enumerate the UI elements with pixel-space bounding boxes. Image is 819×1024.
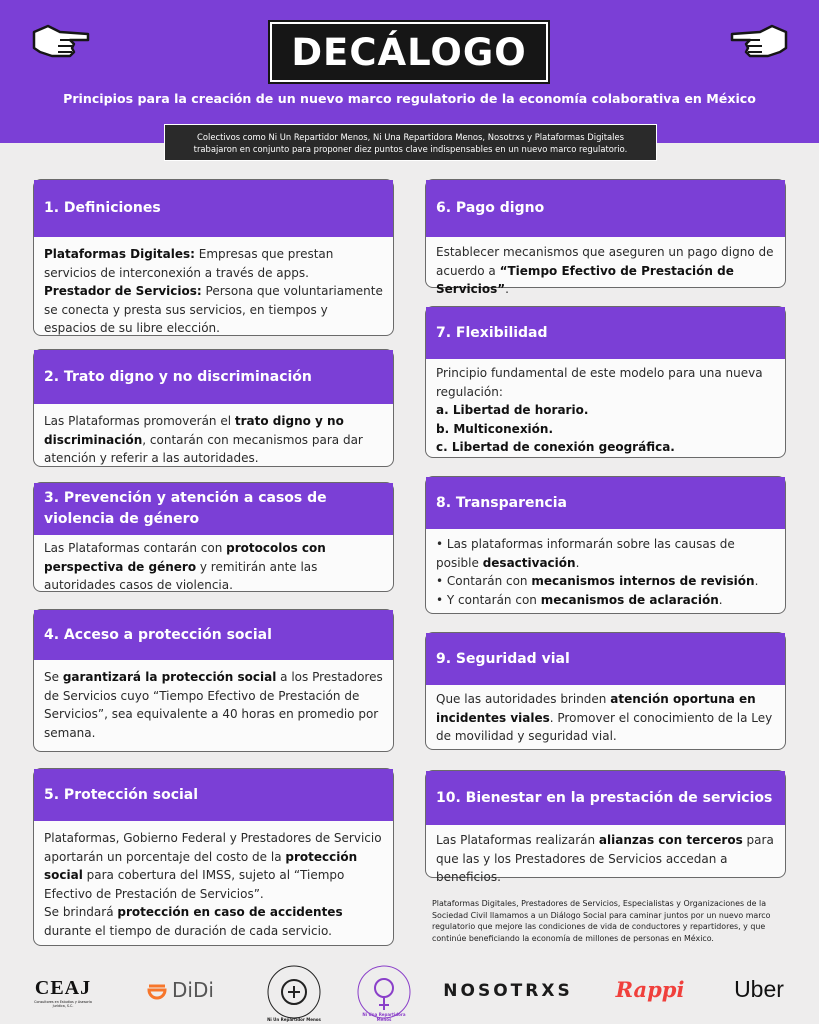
card-body: [426, 237, 785, 307]
emphasis: protección social: [44, 849, 358, 882]
card-trato-digno: [33, 349, 394, 467]
logo-text: Rappi: [615, 976, 685, 1002]
emphasis: garantizará la protección social: [62, 670, 277, 684]
text: Plataformas, Gobierno Federal y Prestadores de Servicio aportarán un porcentaje del costo de la: [44, 831, 382, 864]
pointing-hand-icon: [728, 22, 790, 62]
card-body: [34, 821, 393, 948]
page-title: DECÁLOGO: [291, 30, 527, 74]
emphasis: trato digno y no discriminación: [44, 414, 344, 447]
emphasis: desactivación: [482, 555, 576, 570]
card-body: [426, 685, 785, 754]
text: Se brindará: [44, 905, 118, 919]
text: Que las autoridades brinden: [436, 692, 611, 706]
card-pago-digno: [425, 179, 786, 296]
logo-subtext: Consultores en Estudios y Asesoría Jurídica, S.C.: [34, 999, 92, 1008]
emphasis: atención oportuna en incidentes viales: [436, 692, 756, 725]
text: Empresas que prestan servicios de interconexión a través de apps.: [44, 247, 334, 280]
nosotrxs-logo: [436, 978, 580, 1004]
text: . Promover el conocimiento de la Ley de movilidad y seguridad vial.: [436, 710, 773, 743]
text: y remitirán ante las autoridades casos de violencia.: [44, 559, 318, 592]
uber-logo: [726, 974, 792, 1004]
didi-logo: [140, 976, 220, 1004]
text: Persona que voluntariamente se conecta y presta sus servicios, en tiempos y espacios de su libre elección.: [44, 284, 383, 335]
text: • Y contarán con: [436, 592, 541, 607]
card-title: 1. Definiciones: [34, 180, 393, 237]
card-prevencion-violencia: [33, 482, 394, 592]
card-title: 10. Bienestar en la prestación de servicios: [426, 771, 785, 825]
rappi-logo: [616, 972, 684, 1006]
list-item: a. Libertad de horario.: [436, 403, 589, 417]
emphasis: mecanismos internos de revisión: [531, 574, 755, 588]
emphasis: alianzas con terceros: [598, 833, 743, 847]
emphasis: mecanismos de aclaración: [540, 592, 719, 607]
text: a los Prestadores de Servicios cuyo “Tiempo Efectivo de Prestación de Servicios”, sea equivalente a 40 horas en promedio por semana.: [44, 670, 383, 740]
text: • Las plataformas informarán sobre las causas de posible: [436, 537, 735, 570]
page-subtitle: Principios para la creación de un nuevo marco regulatorio de la economía colaborativa en México: [63, 91, 756, 106]
emphasis: protección en caso de accidentes: [117, 905, 343, 919]
text: • Contarán con: [436, 574, 532, 588]
card-title: 8. Transparencia: [426, 477, 785, 529]
intro-line: trabajaron en conjunto para proponer diez puntos clave indispensables en un nuevo marco regulatorio.: [193, 143, 628, 154]
text: Las Plataformas promoverán el: [44, 414, 235, 428]
card-title: 6. Pago digno: [426, 180, 785, 237]
logo-text: DiDi: [172, 978, 214, 1002]
card-body: [426, 825, 785, 895]
text: .: [718, 592, 723, 607]
card-body: [426, 359, 785, 465]
card-definiciones: [33, 179, 394, 336]
list-item: c. Libertad de conexión geográfica.: [436, 440, 675, 454]
card-acceso-proteccion: [33, 609, 394, 752]
text: Las Plataformas realizarán: [436, 833, 599, 847]
list-item: b. Multiconexión.: [436, 421, 554, 436]
logo-text: NOSOTRXS: [443, 981, 573, 1001]
page-title-box: [270, 22, 548, 82]
text: Principio fundamental de este modelo para una nueva regulación:: [436, 366, 763, 399]
card-body: [34, 660, 393, 750]
title-line: violencia de género: [44, 511, 200, 527]
footer-note: Plataformas Digitales, Prestadores de Servicios, Especialistas y Organizaciones de la Sociedad Civil llamamos a un Diálogo Social para caminar juntos por un nuevo marco regulatorio que mejore las condiciones de vida de conductores y repartidores, y que continúe beneficiando la economía de millones de personas en México.: [432, 899, 771, 944]
text: Las Plataformas contarán con: [44, 541, 227, 555]
ni-un-repartidor-logo: [266, 964, 322, 1020]
intro-line: Colectivos como Ni Un Repartidor Menos, Ni Una Repartidora Menos, Nosotrxs y Plataformas Digitales: [197, 131, 624, 142]
text: para cobertura del IMSS, sujeto al “Tiempo Efectivo de Prestación de Servicios”.: [44, 868, 345, 901]
card-title: 9. Seguridad vial: [426, 633, 785, 685]
logo-text: Ni Un Repartidor Menos: [267, 1017, 321, 1022]
card-transparencia: [425, 476, 786, 614]
pointing-hand-icon: [30, 22, 92, 62]
logo-text: Ni Una Repartidora Menos: [362, 1012, 406, 1022]
card-title: 7. Flexibilidad: [426, 307, 785, 359]
text: .: [505, 282, 509, 296]
term: Plataformas Digitales:: [44, 247, 195, 261]
card-body: [34, 237, 393, 346]
term: Prestador de Servicios:: [44, 284, 202, 298]
card-title: [34, 483, 393, 535]
emphasis: “Tiempo Efectivo de Prestación de Servicios”: [436, 263, 734, 296]
didi-icon: [146, 979, 168, 1001]
card-title: 5. Protección social: [34, 769, 393, 821]
logo-text: Uber: [734, 975, 784, 1002]
intro-box: [164, 124, 657, 161]
text: .: [575, 555, 580, 570]
card-body: [34, 535, 393, 603]
card-bienestar: [425, 770, 786, 884]
emphasis: protocolos con perspectiva de género: [44, 541, 326, 574]
text: durante el tiempo de duración de cada servicio.: [44, 923, 332, 938]
text: para que las y los Prestadores de Servicios accedan a beneficios.: [436, 833, 774, 884]
ni-un-repartidor-seal-icon: [266, 964, 322, 1020]
card-flexibilidad: [425, 306, 786, 458]
text: Se: [44, 670, 63, 684]
card-proteccion-social: [33, 768, 394, 946]
text: .: [754, 574, 759, 588]
text: Establecer mecanismos que aseguren un pago digno de acuerdo a: [436, 245, 774, 278]
text: , contarán con mecanismos para dar atención y referir a las autoridades.: [44, 432, 363, 465]
ceaj-logo: [30, 972, 96, 1012]
ni-una-repartidora-logo: [356, 964, 412, 1020]
card-body: [426, 529, 785, 617]
card-title: 4. Acceso a protección social: [34, 610, 393, 660]
logo-text: CEAJ: [34, 976, 92, 999]
card-body: [34, 404, 393, 476]
card-seguridad-vial: [425, 632, 786, 750]
title-line: 3. Prevención y atención a casos de: [44, 490, 327, 506]
card-title: 2. Trato digno y no discriminación: [34, 350, 393, 404]
